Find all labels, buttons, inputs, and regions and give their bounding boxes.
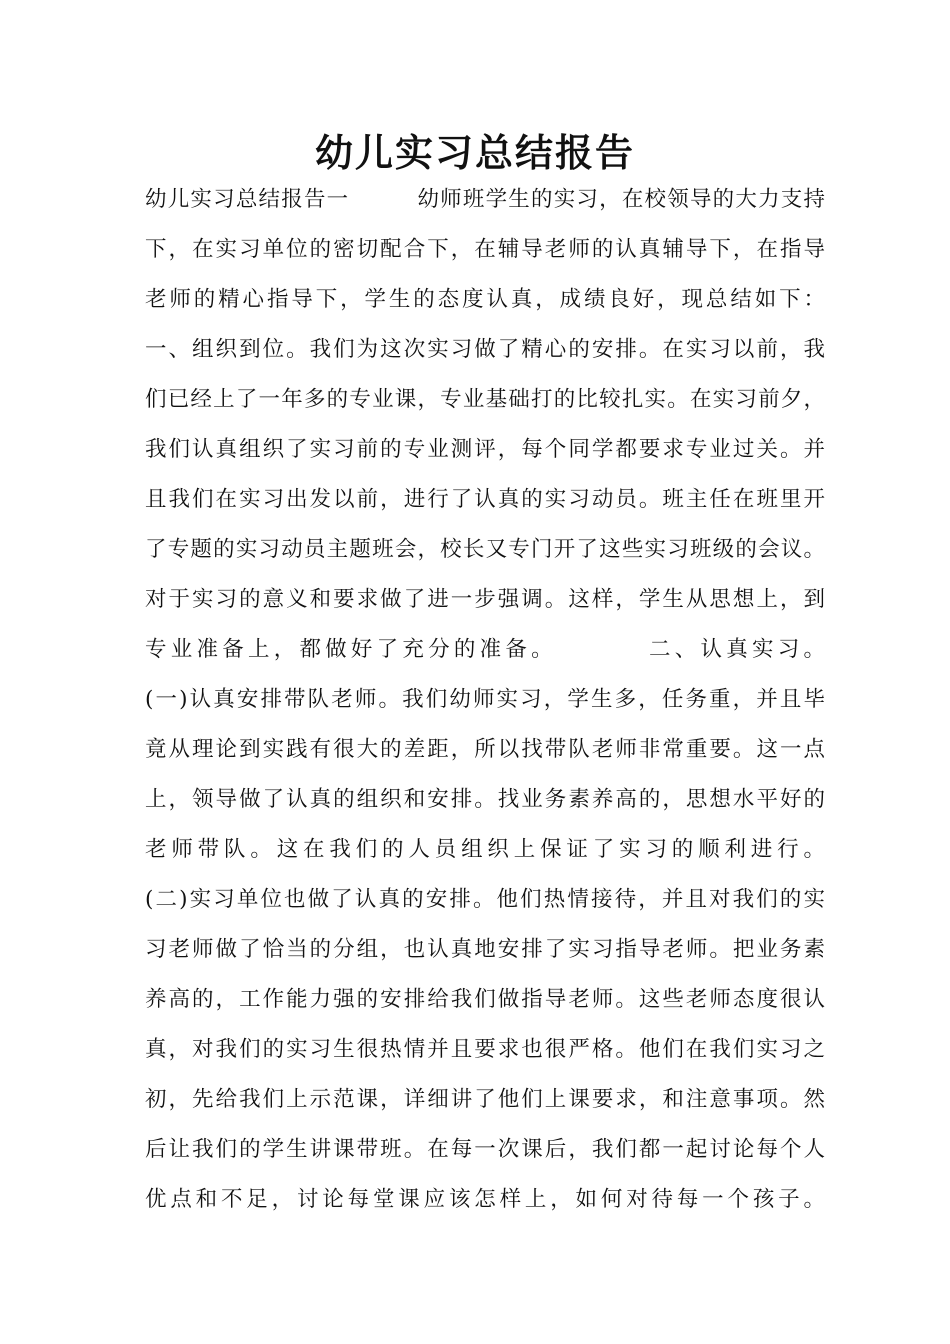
body-line: 我们认真组织了实习前的专业测评，每个同学都要求专业过关。并 — [145, 437, 825, 462]
document-title: 幼儿实习总结报告 — [314, 131, 635, 175]
body-line: 一、组织到位。我们为这次实习做了精心的安排。在实习以前，我 — [145, 337, 825, 362]
body-line: 优点和不足，讨论每堂课应该怎样上，如何对待每一个孩子。 — [145, 1187, 825, 1212]
body-line: 后让我们的学生讲课带班。在每一次课后，我们都一起讨论每个人 — [145, 1137, 825, 1162]
body-line: 幼儿实习总结报告一 幼师班学生的实习，在校领导的大力支持 — [145, 187, 825, 212]
body-line: 了专题的实习动员主题班会，校长又专门开了这些实习班级的会议。 — [145, 537, 825, 562]
body-line: 初，先给我们上示范课，详细讲了他们上课要求，和注意事项。然 — [145, 1087, 825, 1112]
body-line: 们已经上了一年多的专业课，专业基础打的比较扎实。在实习前夕， — [145, 387, 825, 412]
body-line: 专业准备上，都做好了充分的准备。 二、认真实习。 — [145, 637, 825, 662]
body-line: 老师的精心指导下，学生的态度认真，成绩良好，现总结如下： — [145, 287, 825, 312]
body-line: 竟从理论到实践有很大的差距，所以找带队老师非常重要。这一点 — [145, 737, 825, 762]
body-line: 上，领导做了认真的组织和安排。找业务素养高的，思想水平好的 — [145, 787, 825, 812]
body-line: 对于实习的意义和要求做了进一步强调。这样，学生从思想上，到 — [145, 587, 825, 612]
body-line: 且我们在实习出发以前，进行了认真的实习动员。班主任在班里开 — [145, 487, 825, 512]
body-line: 老师带队。这在我们的人员组织上保证了实习的顺利进行。 — [145, 837, 825, 862]
body-line: (一)认真安排带队老师。我们幼师实习，学生多，任务重，并且毕 — [145, 687, 825, 712]
body-line: (二)实习单位也做了认真的安排。他们热情接待，并且对我们的实 — [145, 887, 825, 912]
body-line: 真，对我们的实习生很热情并且要求也很严格。他们在我们实习之 — [145, 1037, 825, 1062]
body-line: 习老师做了恰当的分组，也认真地安排了实习指导老师。把业务素 — [145, 937, 825, 962]
document-body — [145, 182, 825, 1232]
body-line: 养高的，工作能力强的安排给我们做指导老师。这些老师态度很认 — [145, 987, 825, 1012]
body-line: 下，在实习单位的密切配合下，在辅导老师的认真辅导下，在指导 — [145, 237, 825, 262]
